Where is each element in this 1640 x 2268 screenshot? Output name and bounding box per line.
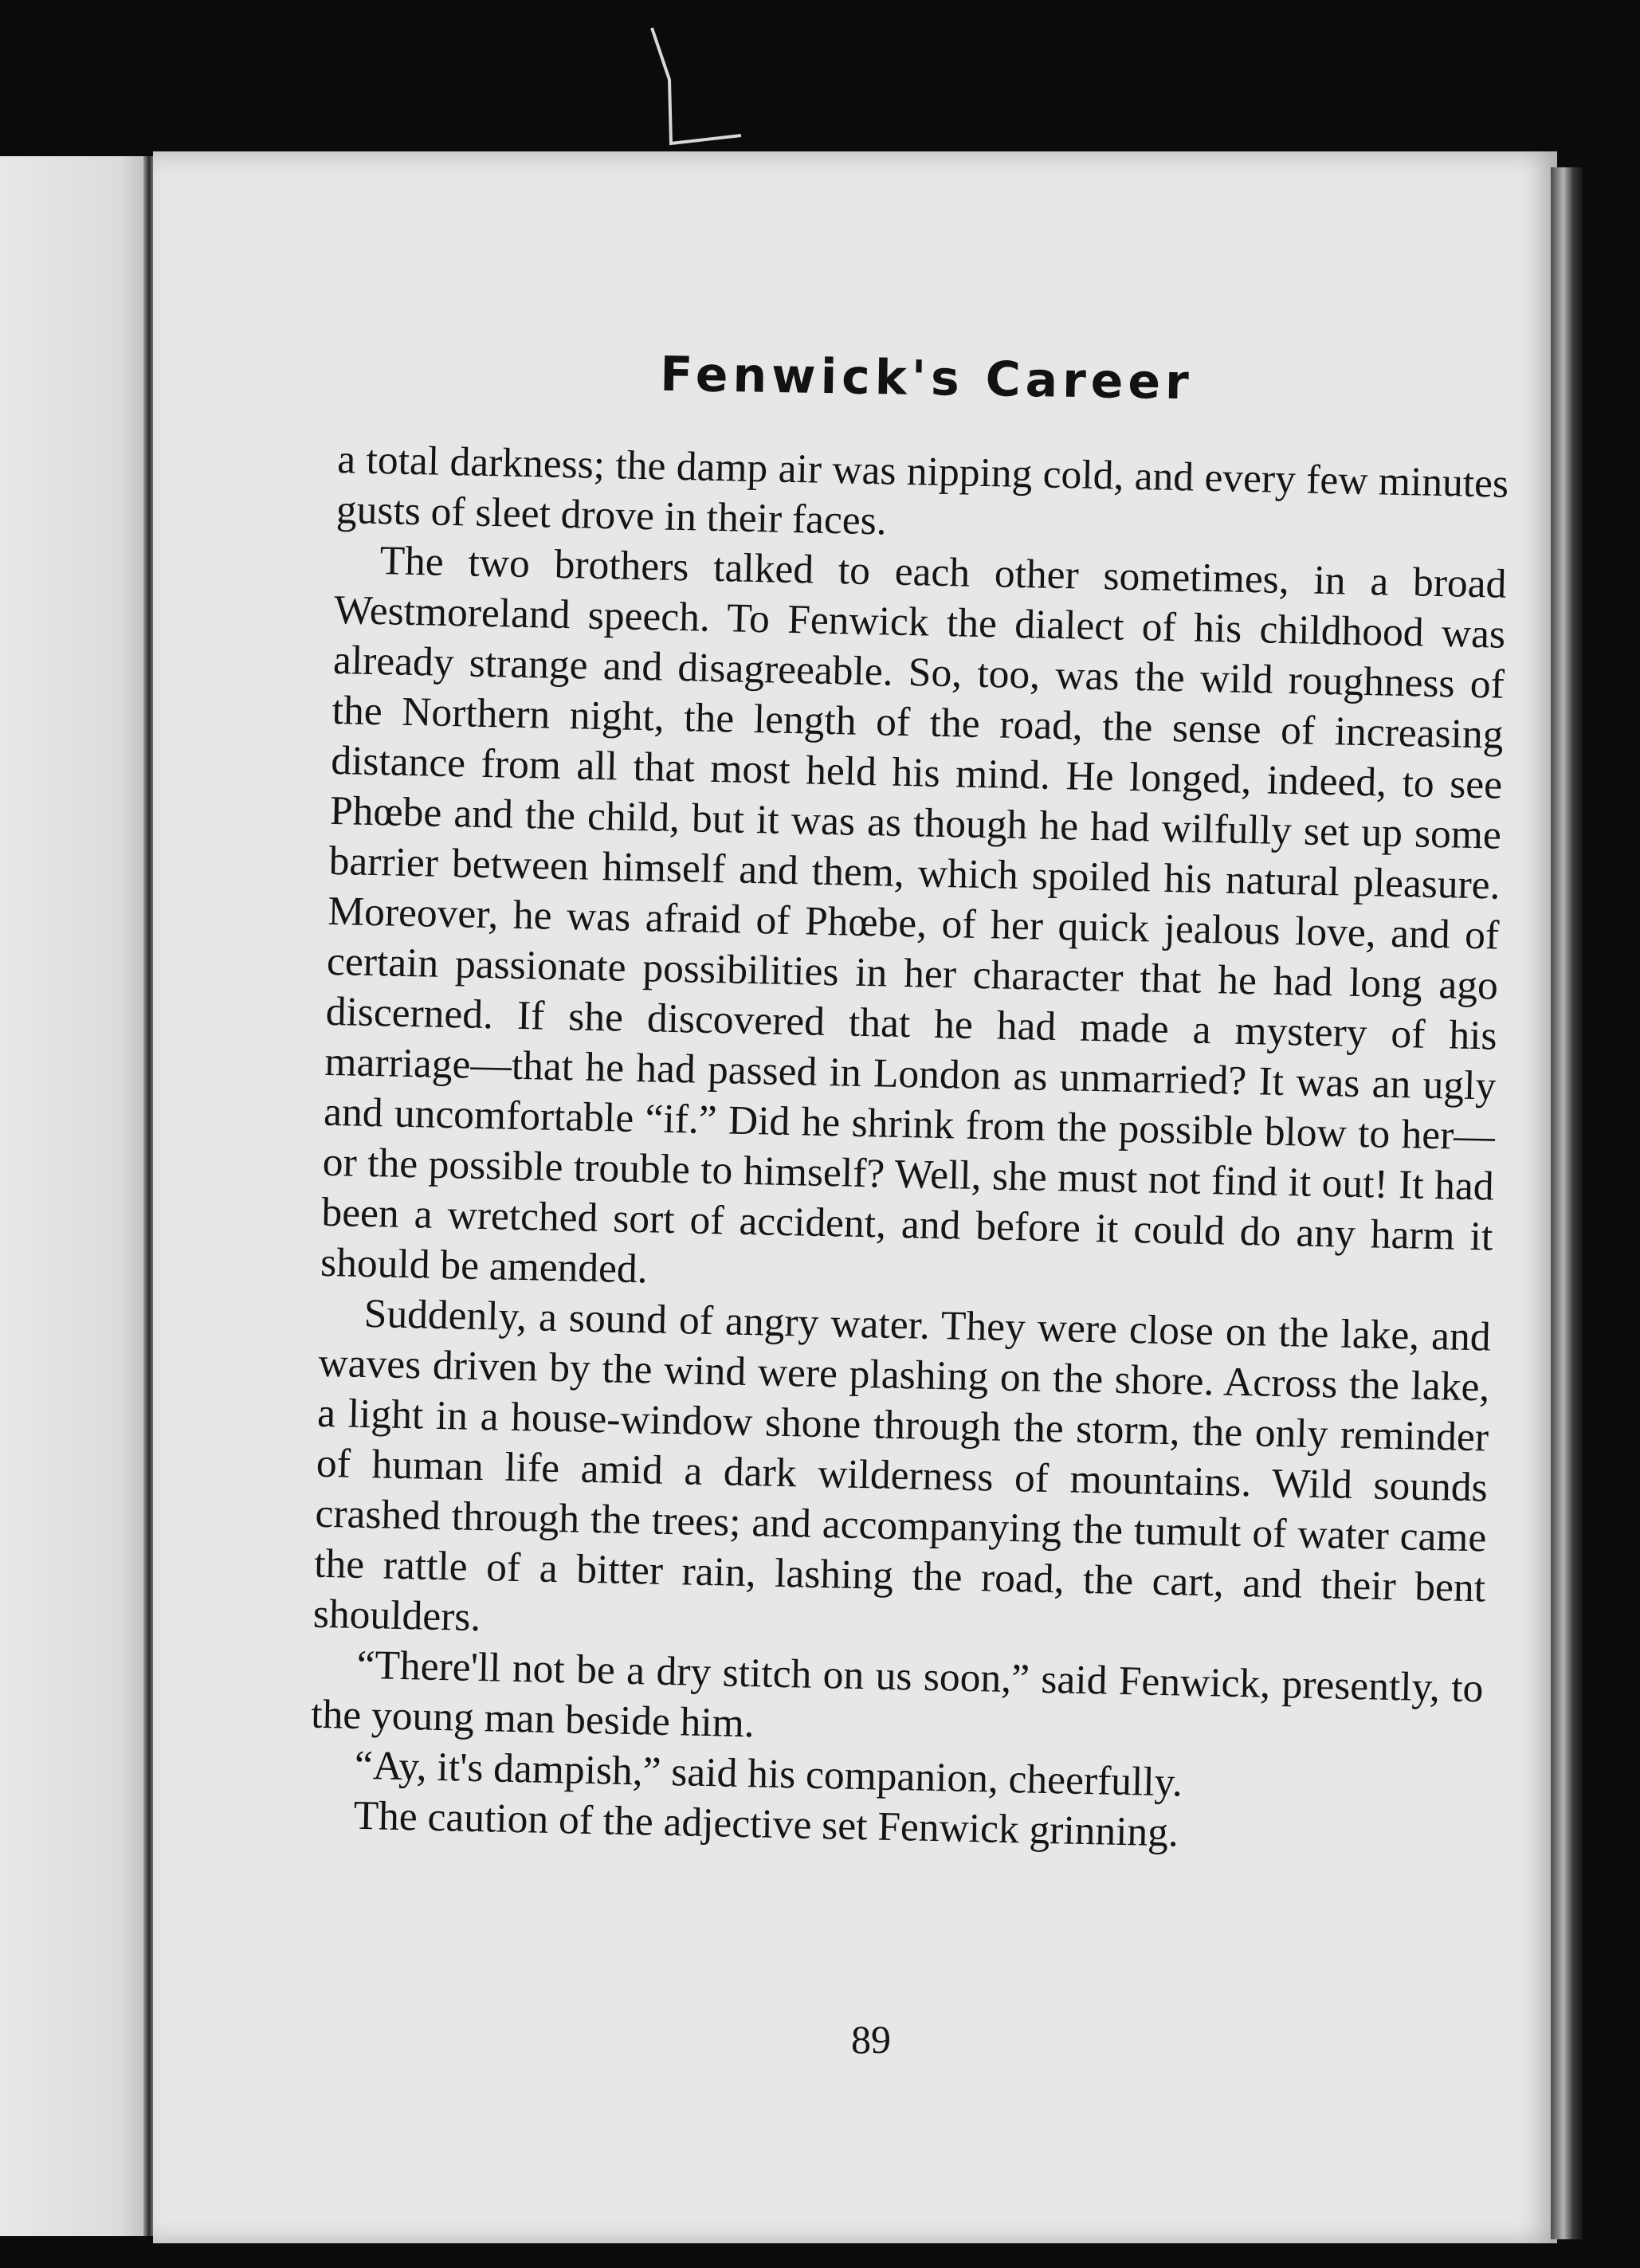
page-number: 89 — [851, 2017, 891, 2062]
scan-artifact-mark — [645, 24, 757, 159]
facing-page-edge — [0, 156, 150, 2236]
page-stack-edge — [1551, 167, 1583, 2239]
paragraph-1: a total darkness; the damp air was nipping cold, and every few minutes gusts of sleet drove in their faces. — [335, 436, 1509, 544]
paragraph-6: The caution of the adjective set Fenwick grinning. — [353, 1792, 1179, 1856]
running-head: Fenwick's Career — [659, 346, 1195, 411]
book-page — [153, 151, 1557, 2243]
paragraph-5: “Ay, it's dampish,” said his companion, cheerfully. — [354, 1742, 1183, 1806]
paragraph-2: The two brothers talked to each other sometimes, in a broad Westmoreland speech. To Fenwick the dialect of his childhood was already strange and disagreeable. So, too, was the wild roughness of the Northern night, the length of the road, the sense of increasing distance from all that most held his mind. He longed, indeed, to see Phœbe and the child, but it was as though he had wilfully set up some barrier between himself and them, which spoiled his natural pleasure. Moreover, he was afraid of Phœbe, of her quick jealous love, and of certain passionate possibilities in her character that he had long ago discerned. If she discovered that he had made a mystery of his marriage—that he had passed in London as unmarried? It was an ugly and uncomfortable “if.” Did he shrink from the possible blow to her—or the possible trouble to himself? Well, she must not find it out! It had been a wretched sort of accident, and before it could do any harm it should be amended. — [320, 538, 1507, 1293]
paragraph-3: Suddenly, a sound of angry water. They were close on the lake, and waves driven by the wind were plashing on the shore. Across the lake, a light in a house-window shone through the storm, the only reminder of human life amid a dark wilderness of mountains. Wild sounds crashed through the trees; and accompanying the tumult of water came the rattle of a bitter rain, lashing the road, the cart, and their bent shoulders. — [312, 1290, 1492, 1641]
body-text — [308, 434, 1509, 1864]
paragraph-4: “There'll not be a dry stitch on us soon,” said Fenwick, presently, to the young man beside him. — [310, 1642, 1484, 1747]
